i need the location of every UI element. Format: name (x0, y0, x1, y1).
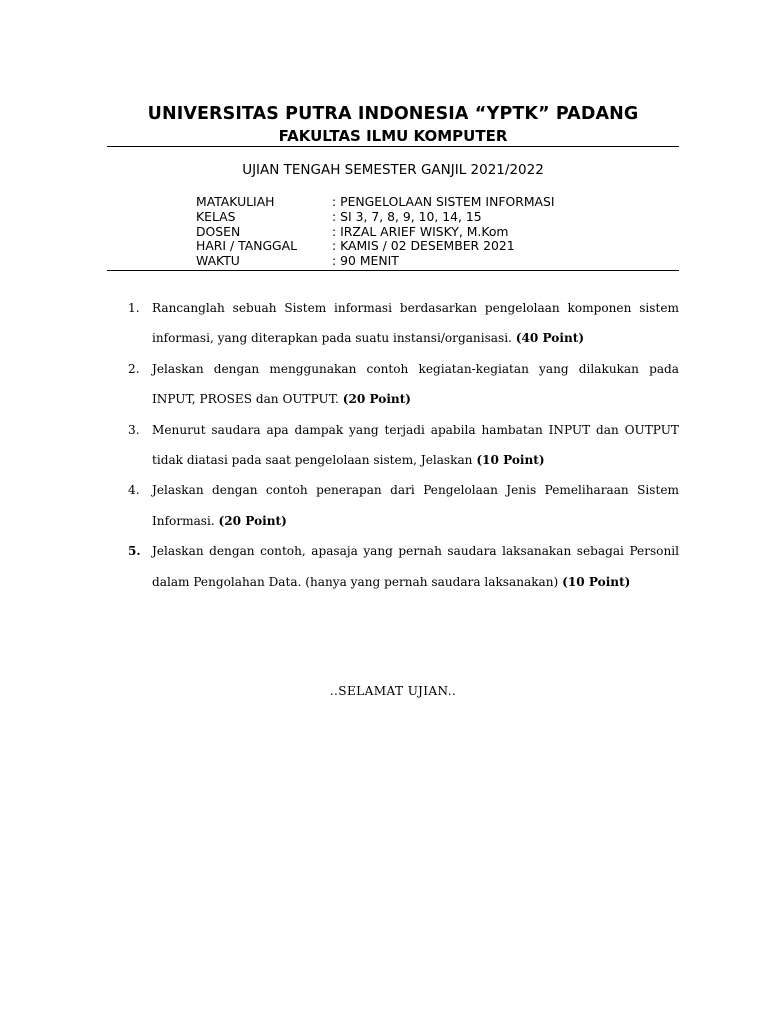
info-row-date (196, 239, 555, 254)
question-text: Jelaskan dengan contoh, apasaja yang pernah saudara laksanakan sebagai Personil dalam Pengolahan Data. (hanya yang pernah saudara laksanakan) (10 Point) (152, 544, 679, 589)
info-label: KELAS (196, 208, 236, 224)
question-text: Menurut saudara apa dampak yang terjadi apabila hambatan INPUT dan OUTPUT tidak diatasi pada saat pengelolaan sistem, Jelaskan (10 Point) (152, 422, 679, 468)
question-item (128, 475, 679, 536)
info-value: : KAMIS / 02 DESEMBER 2021 (332, 238, 515, 254)
info-row-duration (196, 254, 555, 269)
question-number: 4. (128, 483, 140, 498)
info-value: : IRZAL ARIEF WISKY, M.Kom (332, 223, 509, 239)
question-number: 3. (128, 422, 140, 437)
question-number: 1. (128, 301, 140, 315)
question-points: (20 Point) (218, 513, 287, 528)
question-text: Jelaskan dengan menggunakan contoh kegiatan-kegiatan yang dilakukan pada INPUT, PROSES dan OUTPUT. (20 Point) (152, 361, 679, 407)
question-points: (10 Point) (562, 574, 631, 589)
info-value: : SI 3, 7, 8, 9, 10, 14, 15 (332, 208, 482, 224)
info-row-course (196, 195, 555, 210)
question-item (128, 415, 679, 476)
question-points: (10 Point) (476, 453, 545, 468)
info-row-class (196, 210, 555, 225)
info-value: : PENGELOLAAN SISTEM INFORMASI (332, 194, 555, 209)
question-points: (20 Point) (342, 392, 412, 407)
exam-info-table (196, 195, 555, 269)
question-points: (40 Point) (515, 331, 585, 346)
info-row-lecturer (196, 225, 555, 240)
info-divider (107, 270, 679, 271)
university-title: UNIVERSITAS PUTRA INDONESIA “YPTK” PADANG (147, 104, 639, 124)
question-text: Jelaskan dengan contoh penerapan dari Pengelolaan Jenis Pemeliharaan Sistem Informasi. (20 Point) (152, 483, 679, 528)
info-label: HARI / TANGGAL (196, 238, 298, 254)
question-number: 2. (128, 361, 140, 376)
question-text: Rancanglah sebuah Sistem informasi berdasarkan pengelolaan komponen sistem informasi, yang diterapkan pada suatu instansi/organisasi. (40 Point) (152, 301, 679, 346)
info-value: : 90 MENIT (332, 253, 399, 269)
info-label: MATAKULIAH (196, 194, 275, 209)
info-label: DOSEN (196, 223, 241, 239)
header-divider (107, 146, 679, 147)
faculty-title: FAKULTAS ILMU KOMPUTER (278, 127, 508, 145)
info-label: WAKTU (196, 253, 240, 269)
question-number: 5. (128, 544, 141, 559)
exam-title: UJIAN TENGAH SEMESTER GANJIL 2021/2022 (242, 162, 544, 178)
question-item (128, 536, 679, 597)
question-list (128, 293, 679, 597)
question-item (128, 293, 679, 354)
question-item (128, 354, 679, 415)
closing-text: ..SELAMAT UJIAN.. (329, 684, 457, 698)
